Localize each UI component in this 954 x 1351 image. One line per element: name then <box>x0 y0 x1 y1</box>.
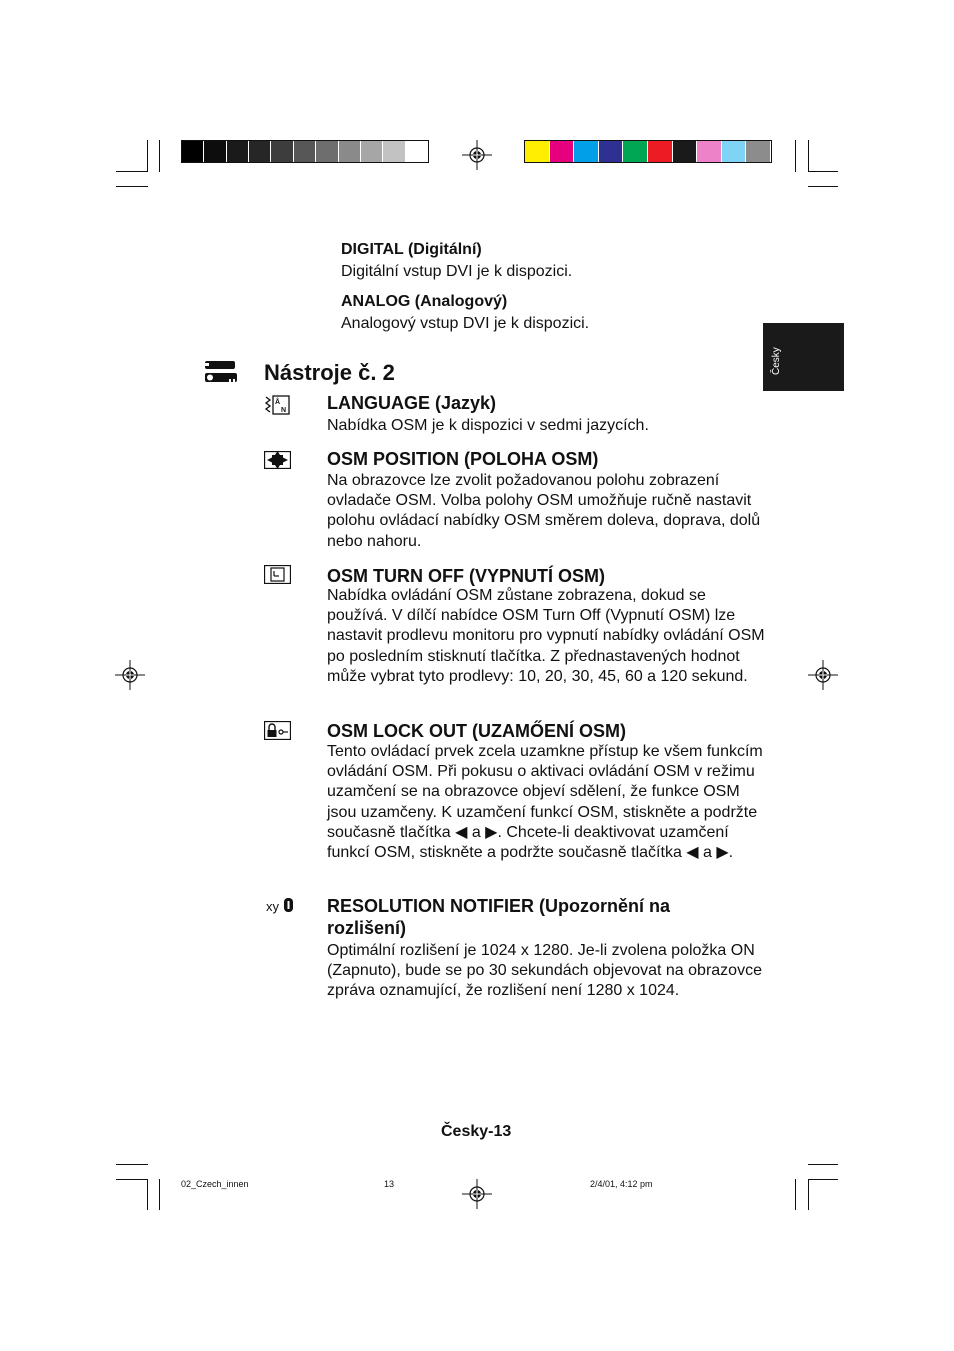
grayscale-bar <box>181 140 429 163</box>
crop-mark <box>808 140 809 172</box>
print-file-name: 02_Czech_innen <box>181 1179 249 1189</box>
language-icon <box>264 395 290 415</box>
registration-mark-icon <box>462 1179 492 1209</box>
color-swatch <box>383 141 404 162</box>
color-swatch <box>623 141 647 162</box>
page-heading: Nástroje č. 2 <box>264 360 395 385</box>
crop-mark <box>116 1179 148 1180</box>
color-swatch <box>673 141 697 162</box>
crop-mark <box>808 171 838 172</box>
crop-mark <box>116 1164 148 1165</box>
crop-mark <box>808 186 838 187</box>
section-title-osm-position: OSM POSITION (POLOHA OSM) <box>327 449 599 469</box>
digital-text: Digitální vstup DVI je k dispozici. <box>341 263 573 280</box>
section-title-osm-lock: OSM LOCK OUT (UZAMŐENÍ OSM) <box>327 721 626 741</box>
color-swatch <box>339 141 360 162</box>
color-bar <box>524 140 772 163</box>
page-footer-label: Česky-13 <box>441 1123 512 1140</box>
osm-position-icon <box>264 451 291 469</box>
section-body-osm-lock: Tento ovládací prvek zcela uzamkne přístup ke všem funkcím ovládání OSM. Při pokusu o aktivaci ovládání OSM v režimu uzamčení se na obrazovce objeví sdělení, že funkce OSM jsou uzamčeny. K uzamčení funkcí OSM, stiskněte a podržte současně tlačítka ◀ a ▶. Chcete-li deaktivovat uzamčení funkcí OSM, stiskněte a podržte současně tlačítka ◀ a ▶. <box>327 743 763 862</box>
svg-text:Å: Å <box>275 399 281 406</box>
analog-text: Analogový vstup DVI je k dispozici. <box>341 315 590 332</box>
section-body-osm-position: Na obrazovce lze zvolit požadovanou polohu zobrazení ovladače OSM. Volba polohy OSM umožňuje ručně nastavit polohu ovládací nabídky OSM směrem doleva, doprava, dolů nebo nahoru. <box>327 472 761 550</box>
color-swatch <box>722 141 746 162</box>
tools-icon <box>203 359 239 385</box>
resolution-notifier-icon <box>266 895 296 915</box>
crop-mark <box>147 1179 148 1210</box>
color-swatch <box>204 141 225 162</box>
color-swatch <box>406 141 427 162</box>
color-swatch <box>525 141 549 162</box>
color-swatch <box>697 141 721 162</box>
osm-lock-icon <box>264 721 291 740</box>
crop-mark <box>795 140 796 172</box>
section-title-resolution: RESOLUTION NOTIFIER (Upozornění na rozlišení) <box>327 896 670 938</box>
section-body-resolution: Optimální rozlišení je 1024 x 1280. Je-li zvolena položka ON (Zapnuto), bude se po 30 sekundách objevovat na obrazovce zpráva oznamující, že rozlišení není 1280 x 1024. <box>327 942 762 1000</box>
svg-text:N: N <box>281 407 287 414</box>
digital-title: DIGITAL (Digitální) <box>341 241 482 258</box>
analog-title: ANALOG (Analogový) <box>341 293 508 310</box>
color-swatch <box>648 141 672 162</box>
crop-mark <box>808 1164 838 1165</box>
svg-text:xy: xy <box>266 899 279 914</box>
color-swatch <box>599 141 623 162</box>
osm-turn-off-icon <box>264 565 291 584</box>
section-body-language: Nabídka OSM je k dispozici v sedmi jazycích. <box>327 417 649 434</box>
registration-mark-icon <box>808 660 838 690</box>
crop-mark <box>116 171 148 172</box>
crop-mark <box>808 1179 838 1180</box>
print-timestamp: 2/4/01, 4:12 pm <box>590 1179 653 1189</box>
crop-mark <box>808 1179 809 1210</box>
registration-mark-icon <box>462 140 492 170</box>
section-body-osm-turn-off: Nabídka ovládání OSM zůstane zobrazena, dokud se používá. V dílčí nabídce OSM Turn Off (Vypnutí OSM) lze nastavit prodlevu monitoru pro vypnutí nabídky ovládání OSM po posledním stisknutí tlačítka. Z přednastavených hodnot může vybrat tyto prodlevy: 10, 20, 30, 45, 60 a 120 sekund. <box>327 587 765 685</box>
color-swatch <box>316 141 337 162</box>
color-swatch <box>574 141 598 162</box>
crop-mark <box>116 186 148 187</box>
section-title-osm-turn-off: OSM TURN OFF (VYPNUTÍ OSM) <box>327 566 605 586</box>
language-side-tab <box>763 323 844 391</box>
color-swatch <box>271 141 292 162</box>
section-title-language: LANGUAGE (Jazyk) <box>327 393 497 413</box>
crop-mark <box>795 1179 796 1210</box>
crop-mark <box>147 140 148 172</box>
color-swatch <box>550 141 574 162</box>
color-swatch <box>227 141 248 162</box>
crop-mark <box>159 1179 160 1210</box>
color-swatch <box>361 141 382 162</box>
color-swatch <box>746 141 770 162</box>
side-tab-label: Česky <box>771 347 782 375</box>
color-swatch <box>182 141 203 162</box>
crop-mark <box>159 140 160 172</box>
color-swatch <box>294 141 315 162</box>
registration-mark-icon <box>115 660 145 690</box>
color-swatch <box>249 141 270 162</box>
print-page-number: 13 <box>384 1179 395 1189</box>
